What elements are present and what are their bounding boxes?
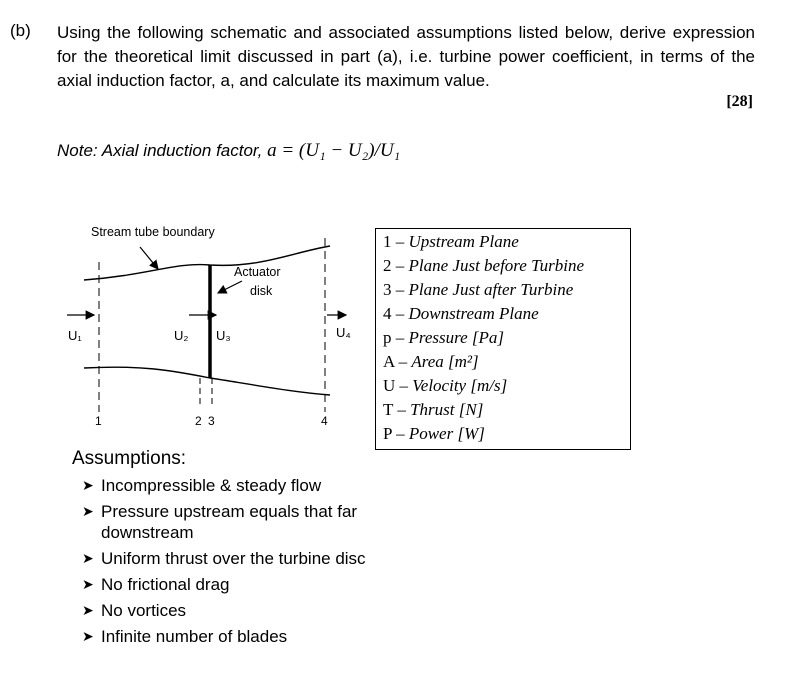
list-item: ➤ No frictional drag bbox=[82, 575, 230, 594]
plane-3-label: 3 bbox=[208, 414, 215, 428]
actuator-pointer bbox=[218, 281, 242, 293]
plane-1-label: 1 bbox=[95, 414, 102, 428]
legend-row: P – Power [W] bbox=[383, 424, 485, 443]
question-text: Using the following schematic and associated assumptions listed below, derive expression for the theoretical limit discussed in part (a), i.e. turbine power coefficient, in terms of the axial induction factor, a, and calculate its maximum value. bbox=[57, 23, 755, 90]
legend-row: T – Thrust [N] bbox=[383, 400, 484, 419]
legend-box bbox=[375, 228, 631, 450]
note-equation: a = (U₁ − U₂)/U₁ bbox=[267, 140, 401, 161]
u3-label: U₃ bbox=[216, 328, 231, 343]
u1-label: U₁ bbox=[68, 328, 82, 343]
legend-row: A – Area [m²] bbox=[383, 352, 479, 371]
arrow-bullet-icon: ➤ bbox=[82, 602, 94, 618]
stream-tube-top bbox=[84, 246, 330, 280]
list-item: ➤ Pressure upstream equals that far downstream bbox=[82, 502, 358, 542]
actuator-label: Actuator bbox=[234, 265, 281, 279]
arrow-bullet-icon: ➤ bbox=[82, 503, 94, 519]
assumptions-title: Assumptions: bbox=[72, 448, 187, 469]
list-item: ➤ Infinite number of blades bbox=[82, 627, 288, 646]
stream-tube-label: Stream tube boundary bbox=[91, 225, 215, 239]
plane-4-label: 4 bbox=[321, 414, 328, 428]
arrow-bullet-icon: ➤ bbox=[82, 550, 94, 566]
note-prefix: Note: Axial induction factor, bbox=[57, 141, 263, 160]
u2-label: U₂ bbox=[174, 328, 189, 343]
assumptions-list bbox=[82, 475, 402, 652]
legend-row: p – Pressure [Pa] bbox=[383, 328, 505, 347]
list-item: ➤ No vortices bbox=[82, 601, 187, 620]
legend-row: 2 – Plane Just before Turbine bbox=[383, 256, 584, 275]
legend-row: 3 – Plane Just after Turbine bbox=[383, 280, 574, 299]
list-item: ➤ Incompressible & steady flow bbox=[82, 476, 322, 495]
stream-tube-bottom bbox=[84, 367, 330, 395]
legend-row: U – Velocity [m/s] bbox=[383, 376, 508, 395]
question-label: (b) bbox=[10, 21, 31, 40]
marks-value: [28] bbox=[726, 93, 753, 110]
arrow-bullet-icon: ➤ bbox=[82, 628, 94, 644]
u4-label: U₄ bbox=[336, 325, 351, 340]
list-item: ➤ Uniform thrust over the turbine disc bbox=[82, 549, 366, 568]
stream-tube-pointer bbox=[140, 247, 158, 269]
arrow-bullet-icon: ➤ bbox=[82, 477, 94, 493]
legend-row: 1 – Upstream Plane bbox=[383, 232, 519, 251]
disk-label: disk bbox=[250, 284, 273, 298]
arrow-bullet-icon: ➤ bbox=[82, 576, 94, 592]
legend-row: 4 – Downstream Plane bbox=[383, 304, 539, 323]
plane-2-label: 2 bbox=[195, 414, 202, 428]
